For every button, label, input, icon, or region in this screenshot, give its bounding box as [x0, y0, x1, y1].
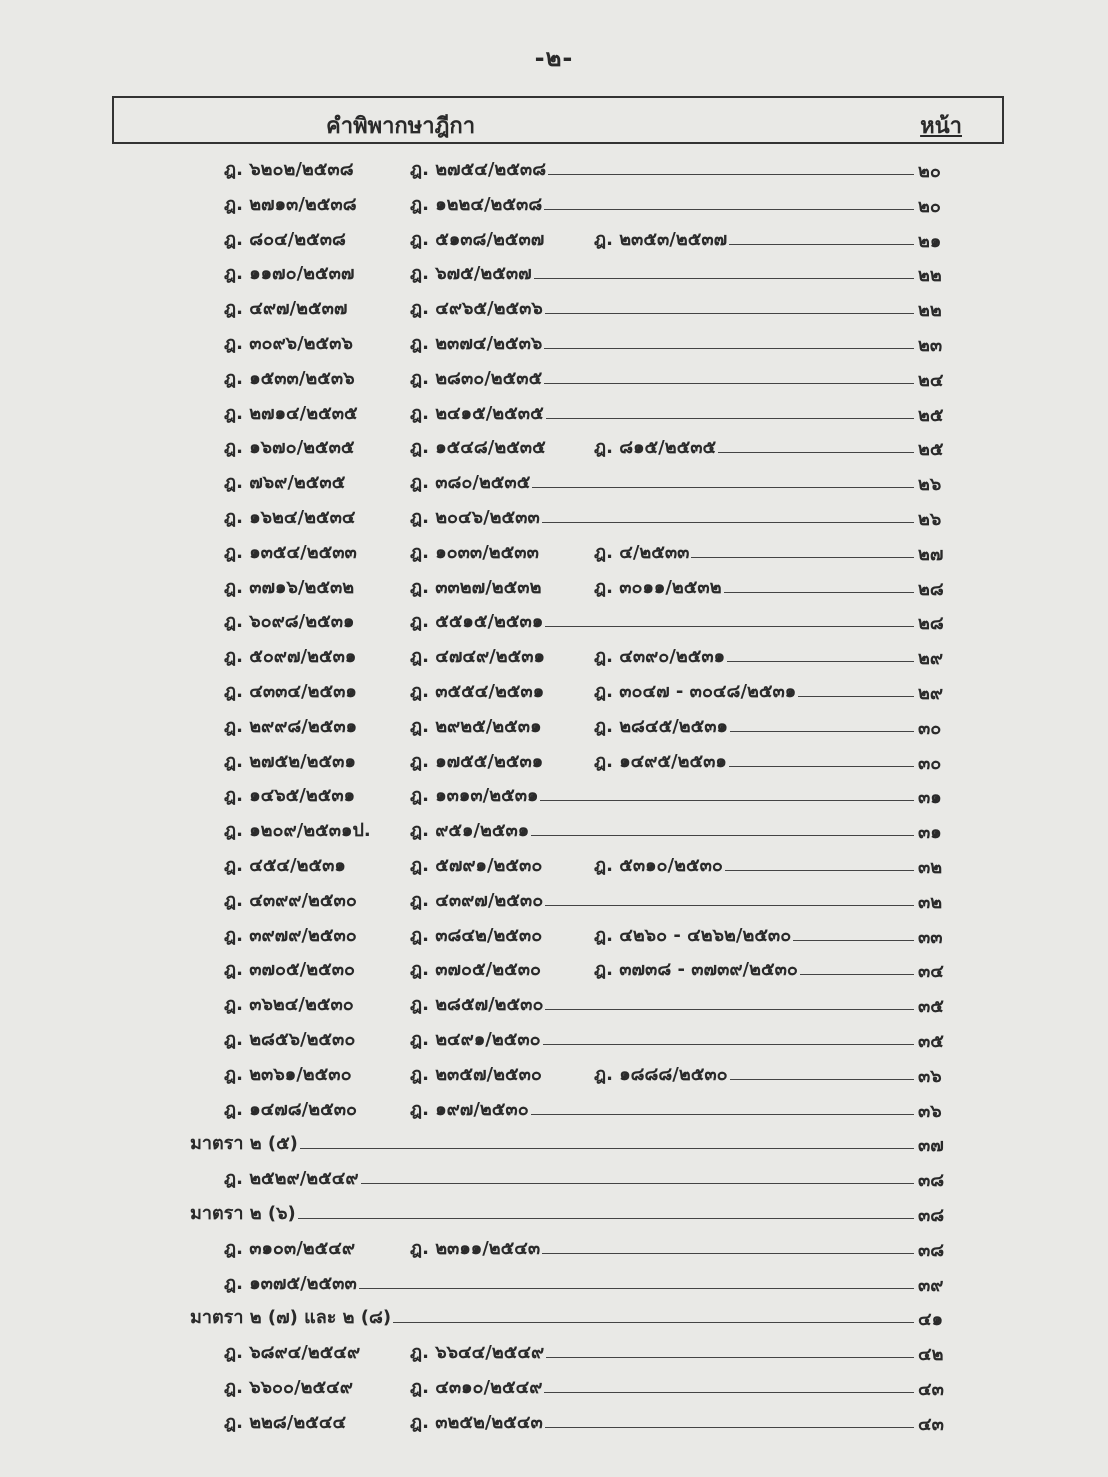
case-ref: ฎ. ๓๘๐/๒๕๓๕: [410, 472, 531, 494]
leader-line: [729, 244, 914, 245]
page-ref: ๒๕: [918, 404, 944, 426]
leader-line: [393, 1322, 914, 1323]
page-ref: ๓๓: [918, 926, 943, 948]
case-ref: ฎ. ๑๔๖๕/๒๕๓๑: [224, 785, 356, 807]
leader-line: [548, 174, 914, 175]
case-ref: ฎ. ๓๐๔๗ - ๓๐๔๘/๒๕๓๑: [594, 681, 797, 702]
case-ref: ฎ. ๗๖๙/๒๕๓๕: [224, 472, 346, 494]
case-ref: ฎ. ๒๗๕๒/๒๕๓๑: [224, 750, 356, 772]
case-ref: ฎ. ๖๐๙๘/๒๕๓๑: [224, 611, 355, 633]
leader-line: [543, 1044, 914, 1045]
section-label: มาตรา ๒ (๗) และ ๒ (๘): [190, 1307, 392, 1329]
list-item: [0, 359, 1108, 393]
case-ref: ฎ. ๕๕๑๕/๒๕๓๑: [410, 611, 544, 633]
case-ref: ฎ. ๔๓๓๔/๒๕๓๑: [224, 681, 357, 702]
case-ref: ฎ. ๒๒๘/๒๕๔๔: [224, 1411, 347, 1433]
leader-line: [724, 592, 914, 593]
case-ref: ฎ. ๒๘๕๗/๒๕๓๐: [410, 994, 544, 1016]
case-ref: ฎ. ๖๗๕/๒๕๓๗: [410, 263, 532, 285]
case-ref: ฎ. ๒๔๙๑/๒๕๓๐: [410, 1029, 541, 1050]
list-item: [0, 672, 1108, 706]
section-row: [0, 1124, 1108, 1158]
list-item: [0, 150, 1108, 184]
page-ref: ๓๐: [918, 717, 942, 739]
leader-line: [545, 626, 914, 627]
leader-line: [531, 1114, 914, 1115]
leader-line: [730, 1079, 914, 1080]
case-ref: ฎ. ๖๘๙๔/๒๕๔๙: [224, 1342, 361, 1364]
page-ref: ๓๕: [918, 996, 944, 1018]
list-item: [0, 1229, 1108, 1263]
page-ref: ๒๖: [918, 474, 942, 496]
list-item: [0, 1020, 1108, 1054]
list-item: [0, 1264, 1108, 1298]
header-title: คำพิพากษาฎีกา: [326, 114, 476, 139]
case-ref: ฎ. ๒๙๙๘/๒๕๓๑: [224, 715, 358, 737]
leader-line: [540, 800, 914, 801]
list-item: [0, 394, 1108, 428]
page-number: -๒-: [534, 44, 574, 72]
page-ref: ๓๖: [918, 1065, 942, 1087]
case-ref: ฎ. ๑๕๓๓/๒๕๓๖: [224, 367, 355, 389]
case-ref: ฎ. ๑๙๗/๒๕๓๐: [410, 1098, 529, 1120]
leader-line: [798, 696, 914, 697]
page-ref: ๓๒: [918, 857, 943, 878]
list-item: [0, 1159, 1108, 1193]
leader-line: [534, 278, 914, 279]
leader-line: [546, 418, 914, 419]
case-ref: ฎ. ๓๗๓๘ - ๓๗๓๙/๒๕๓๐: [594, 959, 798, 981]
list-item: [0, 1403, 1108, 1437]
page-ref: ๒๑: [918, 230, 942, 252]
list-item: [0, 1090, 1108, 1124]
page-ref: ๓๘: [918, 1205, 945, 1226]
page-ref: ๓๘: [918, 1170, 945, 1192]
leader-line: [545, 905, 914, 906]
case-ref: ฎ. ๒๙๒๕/๒๕๓๑: [410, 715, 542, 737]
leader-line: [793, 940, 914, 941]
leader-line: [725, 870, 914, 871]
case-ref: ฎ. ๕๓๑๐/๒๕๓๐: [594, 855, 723, 876]
case-ref: ฎ. ๔๓๑๐/๒๕๔๙: [410, 1377, 543, 1398]
header-page-label: หน้า: [920, 114, 962, 139]
page-ref: ๒๘: [918, 578, 944, 600]
case-ref: ฎ. ๘๐๔/๒๕๓๘: [224, 228, 346, 250]
case-ref: ฎ. ๑๘๘๘/๒๕๓๐: [594, 1063, 728, 1085]
list-item: [0, 1333, 1108, 1367]
case-ref: ฎ. ๒๘๕๖/๒๕๓๐: [224, 1029, 356, 1050]
case-ref: ฎ. ๔๓๙๐/๒๕๓๑: [594, 646, 726, 668]
case-ref: ฎ. ๓๗๐๕/๒๕๓๐: [224, 959, 355, 981]
case-ref: ฎ. ๑๖๒๔/๒๕๓๔: [224, 507, 356, 528]
case-ref: ฎ. ๑๒๒๔/๒๕๓๘: [410, 193, 543, 215]
leader-line: [545, 1009, 914, 1010]
case-ref: ฎ. ๒๓๖๑/๒๕๓๐: [224, 1063, 352, 1085]
page-ref: ๒๙: [918, 648, 944, 670]
table-header: [112, 96, 1004, 144]
case-ref: ฎ. ๒๓๕๓/๒๕๓๗: [594, 228, 728, 250]
case-ref: ฎ. ๒๗๕๔/๒๕๓๘: [410, 159, 547, 180]
case-ref: ฎ. ๓๗๐๕/๒๕๓๐: [410, 959, 541, 981]
case-ref: ฎ. ๙๕๑/๒๕๓๑: [410, 820, 530, 842]
case-ref: ฎ. ๒๓๑๑/๒๕๔๓: [410, 1237, 541, 1259]
case-ref: ฎ. ๕๐๙๗/๒๕๓๑: [224, 646, 357, 668]
case-ref: ฎ. ๒๐๔๖/๒๕๓๓: [410, 507, 540, 528]
case-ref: ฎ. ๒๗๑๓/๒๕๓๘: [224, 193, 357, 215]
case-ref: ฎ. ๑๗๕๕/๒๕๓๑: [410, 750, 544, 772]
list-item: [0, 1055, 1108, 1089]
list-item: [0, 1368, 1108, 1402]
case-ref: ฎ. ๔๙๗/๒๕๓๗: [224, 298, 348, 320]
case-ref: ฎ. ๒๕๒๙/๒๕๔๙: [224, 1168, 359, 1190]
list-item: [0, 533, 1108, 567]
list-item: [0, 742, 1108, 776]
page-ref: ๒๗: [918, 543, 944, 565]
leader-line: [718, 452, 914, 453]
page-ref: ๔๒: [918, 1344, 944, 1366]
page-ref: ๒๖: [918, 509, 942, 530]
leader-line: [542, 1253, 914, 1254]
leader-line: [361, 1183, 914, 1184]
leader-line: [544, 209, 914, 210]
list-item: [0, 602, 1108, 636]
page-ref: ๓๐: [918, 752, 942, 774]
case-ref: ฎ. ๖๖๐๐/๒๕๔๙: [224, 1377, 353, 1398]
case-ref: ฎ. ๒๘๔๕/๒๕๓๑: [594, 715, 728, 737]
page-ref: ๔๓: [918, 1413, 944, 1435]
leader-line: [544, 383, 914, 384]
leader-line: [542, 522, 914, 523]
page-ref: ๒๔: [918, 369, 944, 391]
list-item: [0, 254, 1108, 288]
list-item: [0, 846, 1108, 880]
case-ref: ฎ. ๒๘๓๐/๒๕๓๕: [410, 367, 543, 389]
list-item: [0, 950, 1108, 984]
list-item: [0, 568, 1108, 602]
page-ref: ๒๐: [918, 161, 941, 182]
leader-line: [545, 313, 914, 314]
case-ref: ฎ. ๔๗๔๙/๒๕๓๑: [410, 646, 545, 668]
leader-line: [545, 1427, 914, 1428]
leader-line: [298, 1218, 914, 1219]
page-ref: ๓๗: [918, 1135, 944, 1157]
case-ref: ฎ. ๓๓๒๗/๒๕๓๒: [410, 576, 542, 598]
case-ref: ฎ. ๔๓๙๙/๒๕๓๐: [224, 889, 357, 911]
case-ref: ฎ. ๓๘๔๒/๒๕๓๐: [410, 924, 543, 946]
list-item: [0, 324, 1108, 358]
case-ref: ฎ. ๑๒๐๙/๒๕๓๑ป.: [224, 820, 371, 842]
case-ref: ฎ. ๓๐๙๖/๒๕๓๖: [224, 333, 353, 354]
case-ref: ฎ. ๑๑๗๐/๒๕๓๗: [224, 263, 355, 285]
leader-line: [544, 348, 914, 349]
page-ref: ๓๑: [918, 787, 942, 809]
list-item: [0, 185, 1108, 219]
page-ref: ๒๒: [918, 265, 942, 287]
case-ref: ฎ. ๑๓๑๓/๒๕๓๑: [410, 785, 539, 807]
page-ref: ๓๔: [918, 961, 944, 983]
leader-line: [727, 661, 914, 662]
page-ref: ๓๖: [918, 1100, 942, 1122]
list-item: [0, 811, 1108, 845]
list-item: [0, 881, 1108, 915]
page-ref: ๒๙: [918, 683, 944, 704]
list-item: [0, 463, 1108, 497]
section-label: มาตรา ๒ (๖): [190, 1203, 296, 1224]
page-ref: ๓๙: [918, 1274, 944, 1296]
list-item: [0, 289, 1108, 323]
leader-line: [729, 766, 914, 767]
leader-line: [359, 1288, 914, 1289]
case-ref: ฎ. ๔๒๖๐ - ๔๒๖๒/๒๕๓๐: [594, 924, 792, 946]
leader-line: [531, 835, 914, 836]
list-item: [0, 220, 1108, 254]
case-ref: ฎ. ๕๗๙๑/๒๕๓๐: [410, 855, 543, 876]
case-ref: ฎ. ๓๐๑๑/๒๕๓๒: [594, 576, 722, 598]
list-item: [0, 985, 1108, 1019]
case-ref: ฎ. ๒๓๗๔/๒๕๓๖: [410, 333, 543, 354]
case-ref: ฎ. ๑๓๕๔/๒๕๓๓: [224, 541, 357, 563]
leader-line: [730, 731, 914, 732]
page-ref: ๓๑: [918, 822, 942, 844]
leader-line: [544, 1392, 914, 1393]
case-ref: ฎ. ๑๐๓๓/๒๕๓๓: [410, 541, 539, 563]
section-row: [0, 1298, 1108, 1332]
leader-line: [691, 557, 914, 558]
page-ref: ๒๓: [918, 335, 943, 356]
case-ref: ฎ. ๔๕๔/๒๕๓๑: [224, 855, 346, 876]
leader-line: [300, 1148, 914, 1149]
case-ref: ฎ. ๔๙๖๕/๒๕๓๖: [410, 298, 543, 320]
case-ref: ฎ. ๓๙๗๙/๒๕๓๐: [224, 924, 357, 946]
case-ref: ฎ. ๒๓๕๗/๒๕๓๐: [410, 1063, 542, 1085]
case-ref: ฎ. ๔๓๙๗/๒๕๓๐: [410, 889, 544, 911]
page-ref: ๒๒: [918, 300, 942, 322]
case-ref: ฎ. ๓๒๕๒/๒๕๔๓: [410, 1411, 543, 1433]
case-ref: ฎ. ๑๔๙๕/๒๕๓๑: [594, 750, 727, 772]
case-ref: ฎ. ๖๖๔๔/๒๕๔๙: [410, 1342, 545, 1364]
case-ref: ฎ. ๑๕๔๘/๒๕๓๕: [410, 437, 546, 459]
case-ref: ฎ. ๔/๒๕๓๓: [594, 541, 690, 563]
case-ref: ฎ. ๓๑๐๓/๒๕๔๙: [224, 1237, 356, 1259]
case-ref: ฎ. ๑๓๗๕/๒๕๓๓: [224, 1272, 357, 1294]
page-ref: ๔๓: [918, 1379, 944, 1400]
list-item: [0, 916, 1108, 950]
case-ref: ฎ. ๑๔๗๘/๒๕๓๐: [224, 1098, 358, 1120]
list-item: [0, 498, 1108, 532]
case-ref: ฎ. ๖๒๐๒/๒๕๓๘: [224, 159, 354, 180]
page-ref: ๓๕: [918, 1031, 944, 1052]
case-ref: ฎ. ๓๖๒๔/๒๕๓๐: [224, 994, 354, 1016]
list-item: [0, 776, 1108, 810]
page-ref: ๓๘: [918, 1239, 945, 1261]
leader-line: [546, 1357, 914, 1358]
case-ref: ฎ. ๘๑๕/๒๕๓๕: [594, 437, 717, 459]
page-ref: ๒๐: [918, 195, 941, 217]
leader-line: [800, 974, 914, 975]
case-ref: ฎ. ๒๔๑๕/๒๕๓๕: [410, 402, 544, 424]
page-ref: ๓๒: [918, 891, 943, 913]
page-ref: ๒๘: [918, 613, 944, 635]
case-ref: ฎ. ๒๗๑๔/๒๕๓๕: [224, 402, 358, 424]
case-ref: ฎ. ๑๖๗๐/๒๕๓๕: [224, 437, 355, 459]
page-ref: ๒๕: [918, 439, 944, 461]
section-label: มาตรา ๒ (๕): [190, 1133, 298, 1155]
list-item: [0, 637, 1108, 671]
list-item: [0, 707, 1108, 741]
case-ref: ฎ. ๕๑๓๘/๒๕๓๗: [410, 228, 545, 250]
list-item: [0, 428, 1108, 462]
section-row: [0, 1194, 1108, 1228]
page-ref: ๔๑: [918, 1309, 944, 1331]
case-ref: ฎ. ๓๗๑๖/๒๕๓๒: [224, 576, 355, 598]
case-ref: ฎ. ๓๕๕๔/๒๕๓๑: [410, 681, 545, 702]
leader-line: [532, 487, 914, 488]
